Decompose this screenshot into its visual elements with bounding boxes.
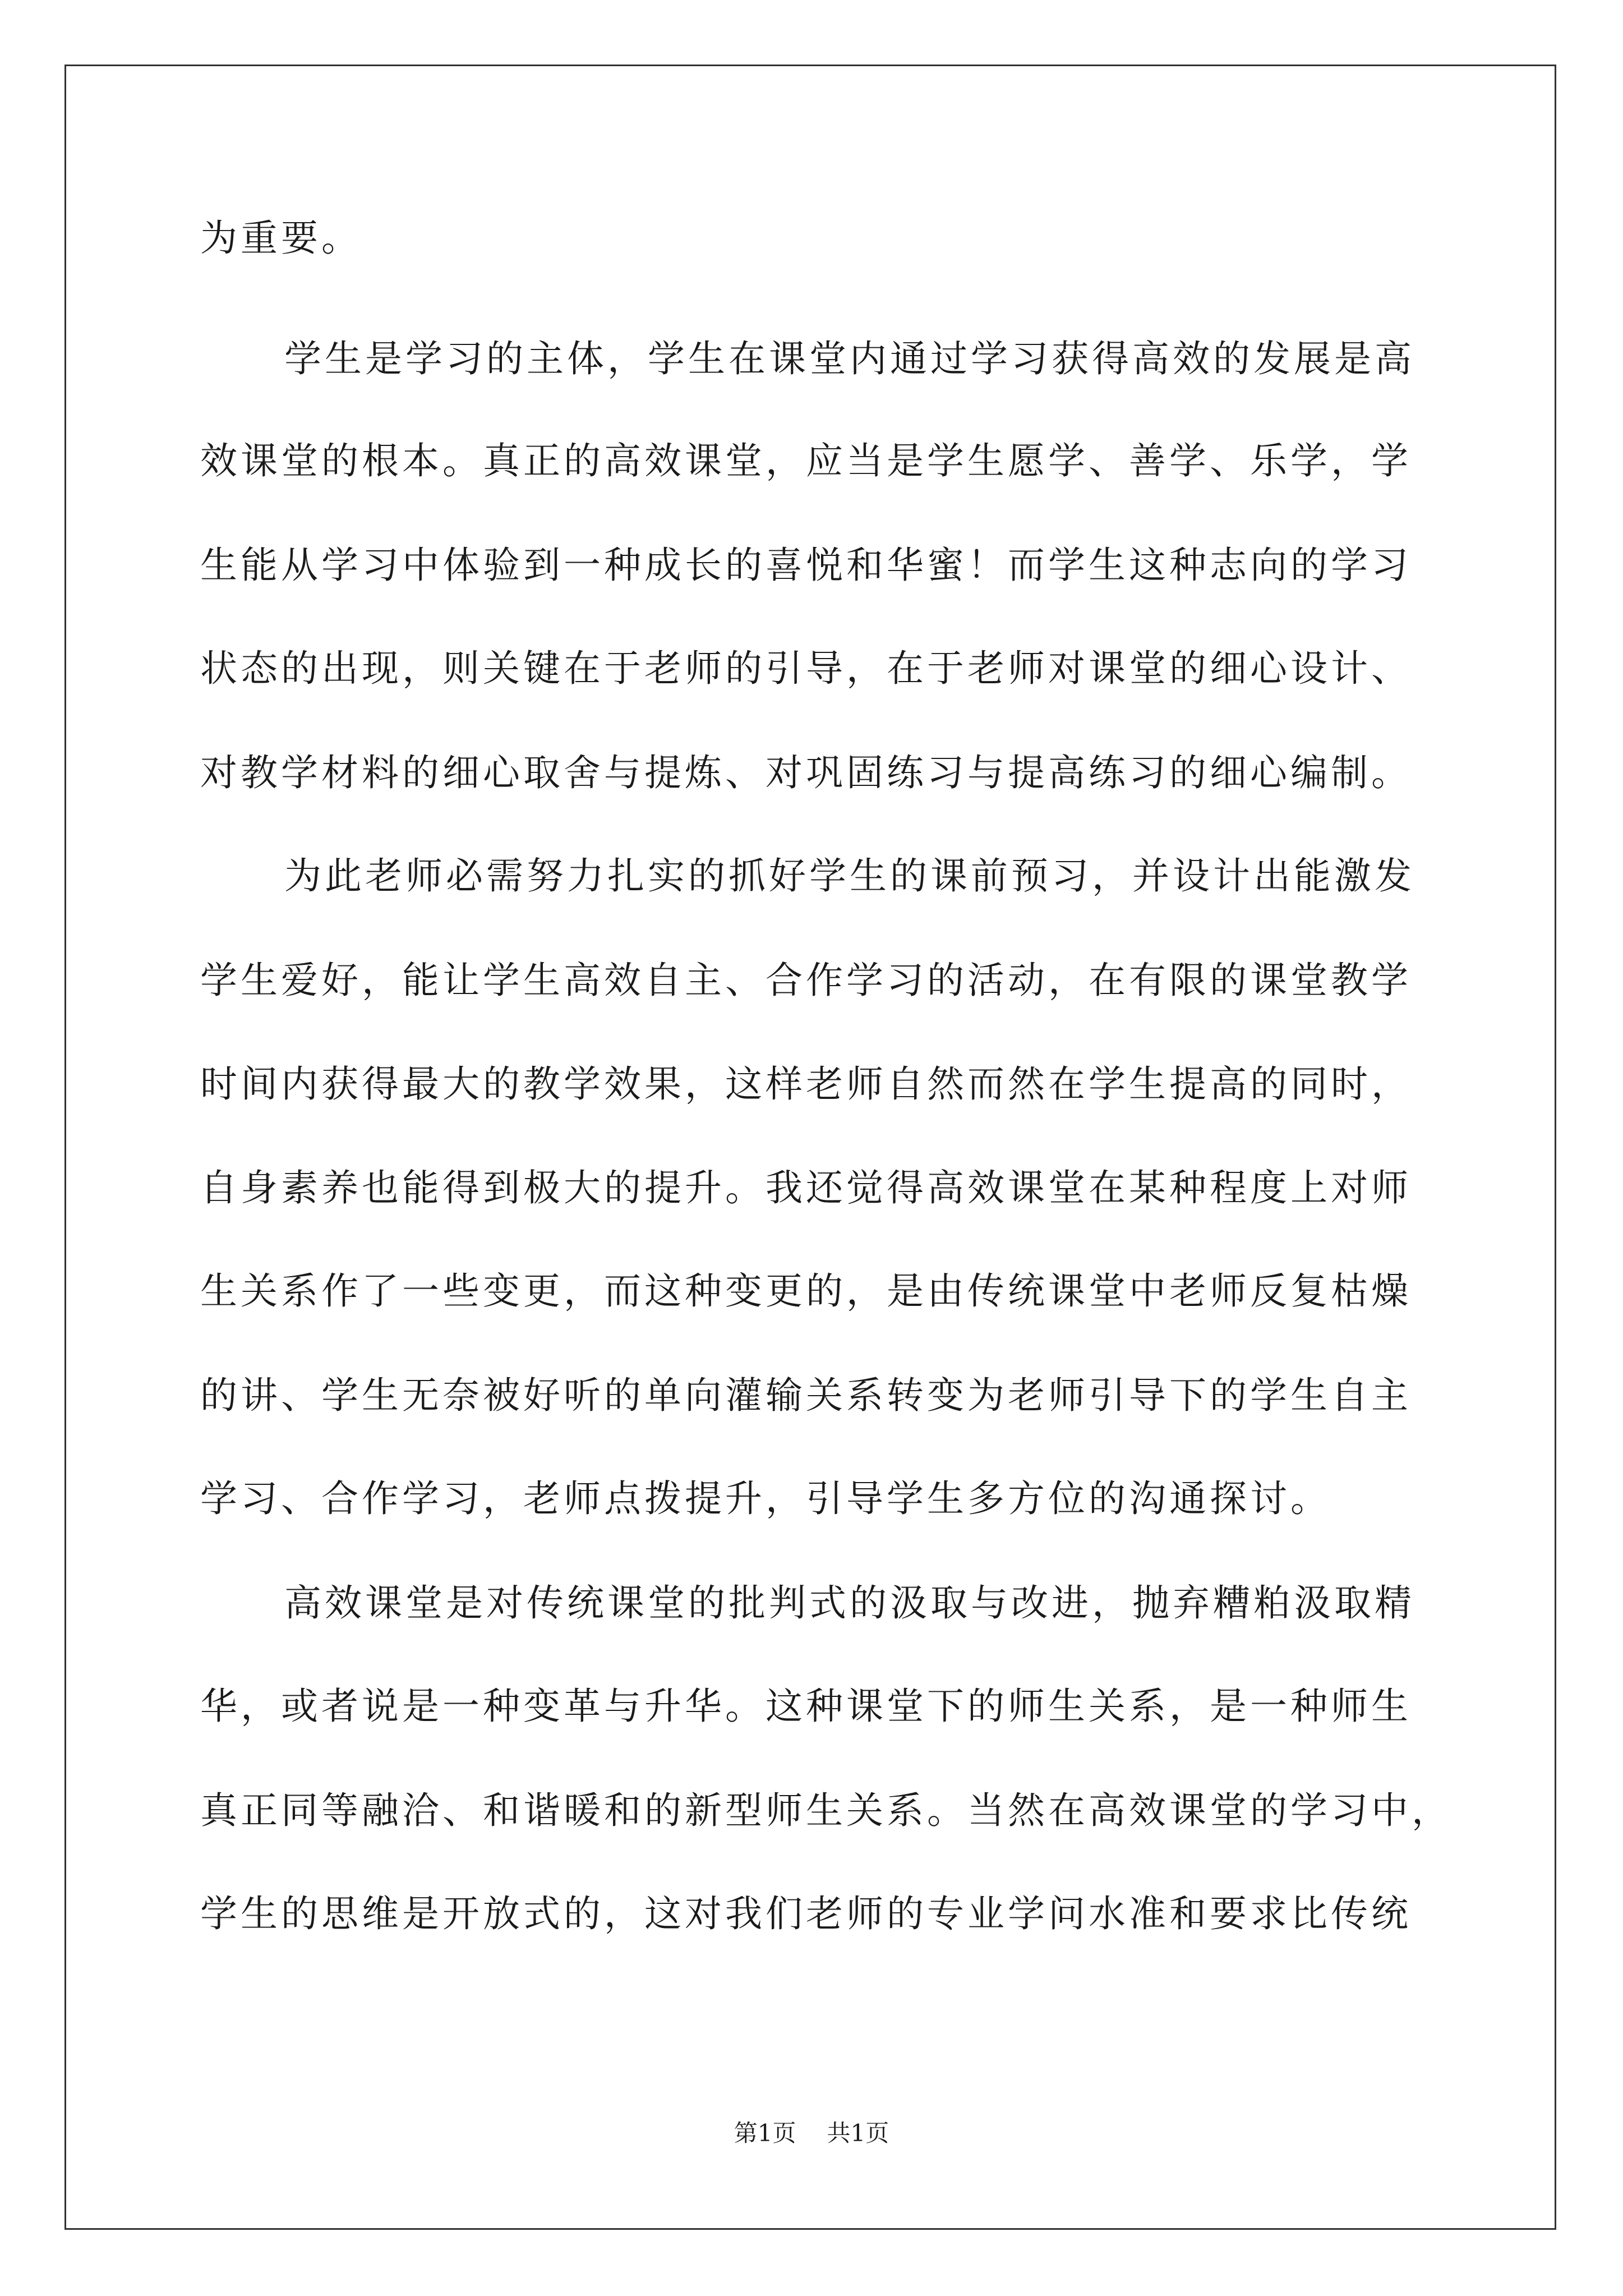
text-line: 对教学材料的细心取舍与提炼、对巩固练习与提高练习的细心编制。	[200, 751, 1412, 794]
text-line: 为重要。	[200, 217, 362, 260]
text-line: 时间内获得最大的教学效果，这样老师自然而然在学生提高的同时，	[200, 1062, 1412, 1106]
page-total: 共1页	[827, 2119, 889, 2147]
paragraph-first-line: 学生是学习的主体，学生在课堂内通过学习获得高效的发展是高	[284, 337, 1415, 380]
text-line: 学生爱好，能让学生高效自主、合作学习的活动，在有限的课堂教学	[200, 959, 1412, 1002]
text-line: 学习、合作学习，老师点拨提升，引导学生多方位的沟通探讨。	[200, 1477, 1331, 1520]
paragraph-first-line: 高效课堂是对传统课堂的批判式的汲取与改进，抛弃糟粕汲取精	[284, 1581, 1415, 1625]
text-line: 学生的思维是开放式的，这对我们老师的专业学问水准和要求比传统	[200, 1892, 1412, 1935]
text-line: 状态的出现，则关键在于老师的引导，在于老师对课堂的细心设计、	[200, 647, 1412, 690]
page-number: 第1页	[734, 2119, 796, 2147]
text-line: 的讲、学生无奈被好听的单向灌输关系转变为老师引导下的学生自主	[200, 1374, 1412, 1417]
page-footer	[0, 2118, 1623, 2149]
text-line: 生能从学习中体验到一种成长的喜悦和华蜜！而学生这种志向的学习	[200, 544, 1412, 587]
text-line: 自身素养也能得到极大的提升。我还觉得高效课堂在某种程度上对师	[200, 1166, 1412, 1209]
text-line: 华，或者说是一种变革与升华。这种课堂下的师生关系，是一种师生	[200, 1685, 1412, 1728]
text-line: 效课堂的根本。真正的高效课堂，应当是学生愿学、善学、乐学，学	[200, 439, 1412, 482]
paragraph-first-line: 为此老师必需努力扎实的抓好学生的课前预习，并设计出能激发	[284, 854, 1415, 898]
text-line: 生关系作了一些变更，而这种变更的，是由传统课堂中老师反复枯燥	[200, 1269, 1412, 1313]
text-line: 真正同等融洽、和谐暖和的新型师生关系。当然在高效课堂的学习中，	[200, 1789, 1452, 1832]
